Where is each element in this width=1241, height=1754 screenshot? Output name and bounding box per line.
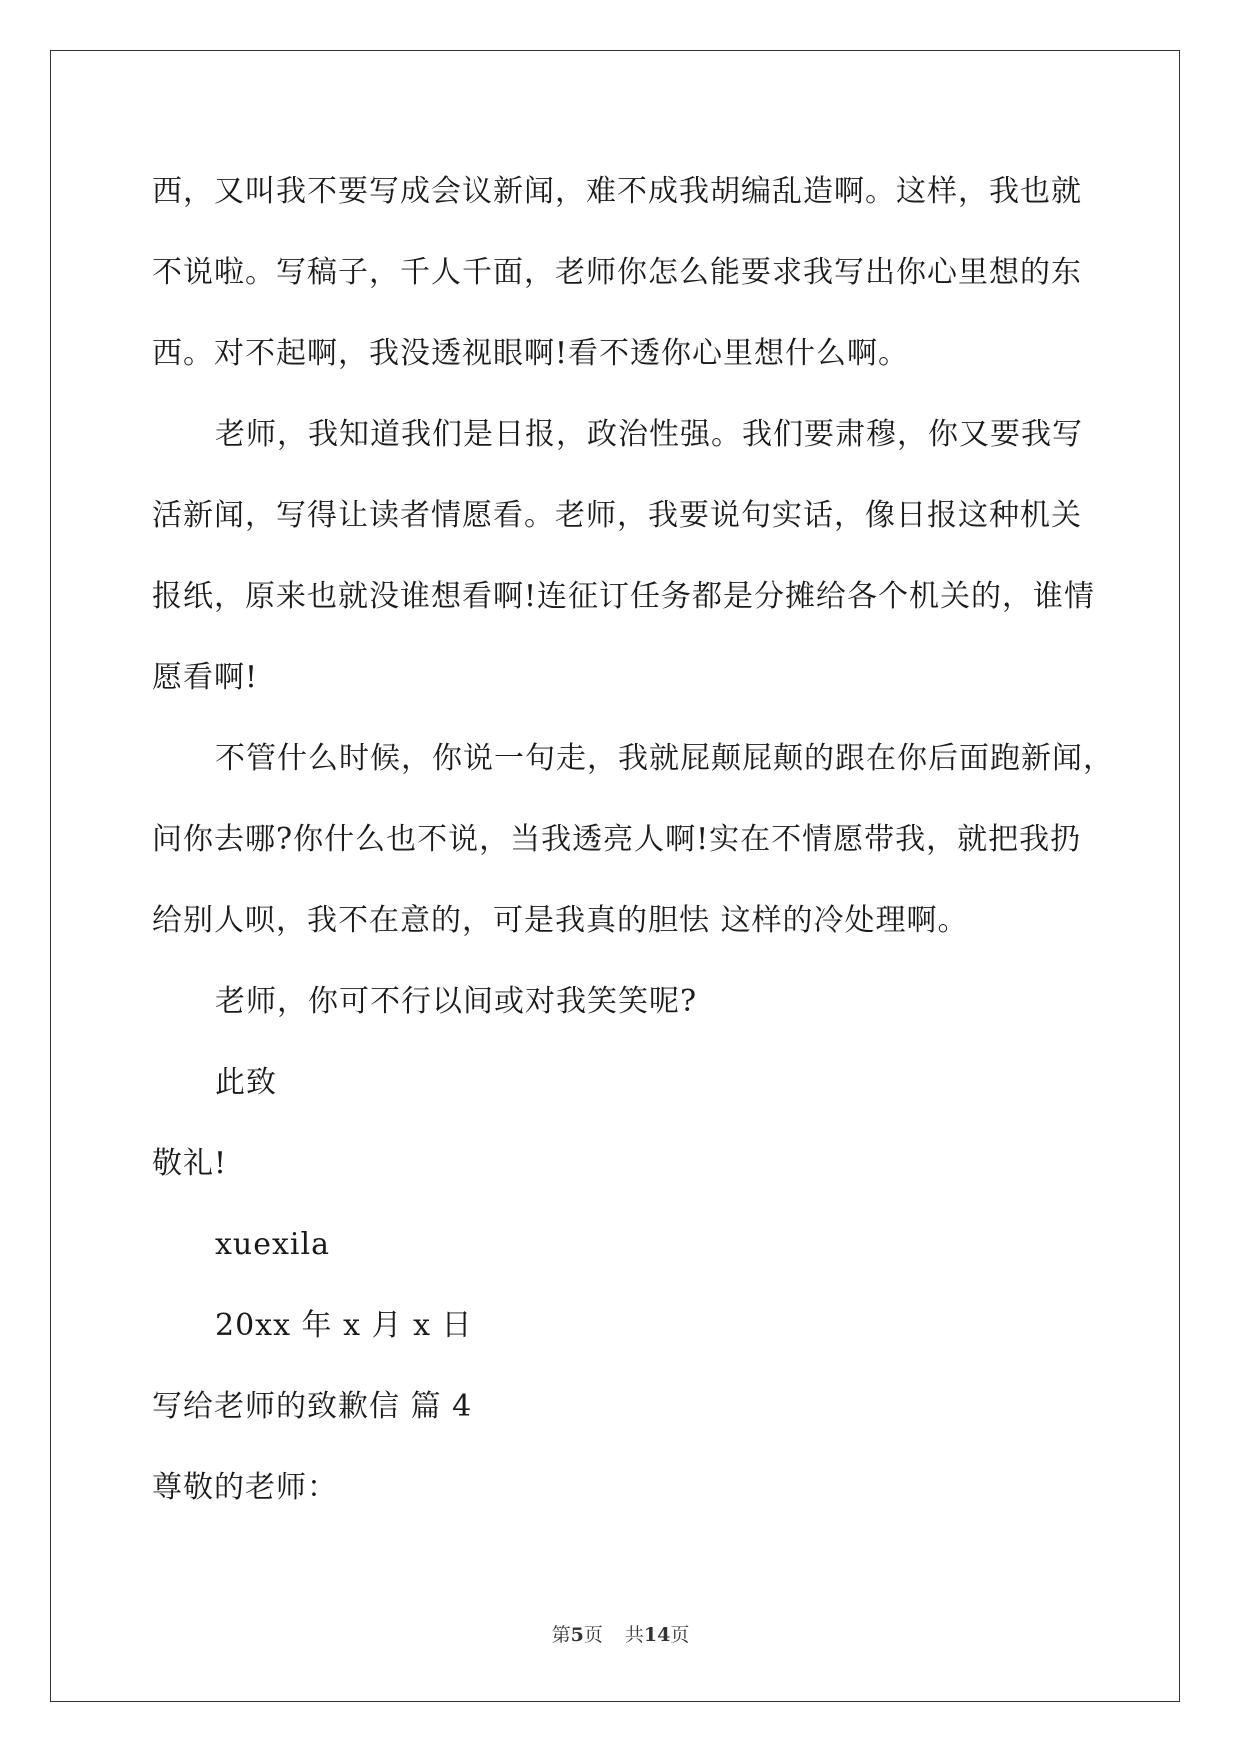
section-heading: 写给老师的致歉信 篇 4 [152, 1389, 473, 1424]
paragraph-line: 不说啦。写稿子，千人千面，老师你怎么能要求我写出你心里想的东 [152, 255, 1082, 290]
paragraph-line: 愿看啊! [152, 660, 259, 695]
paragraph-line: 报纸，原来也就没谁想看啊!连征订任务都是分摊给各个机关的，谁情 [152, 579, 1096, 614]
closing-regards: 敬礼! [152, 1146, 228, 1181]
paragraph-line: 给别人呗，我不在意的，可是我真的胆怯 这样的冷处理啊。 [152, 903, 969, 938]
paragraph-line: 西。对不起啊，我没透视眼啊!看不透你心里想什么啊。 [152, 336, 910, 371]
closing-salutation: 此致 [215, 1065, 277, 1100]
date-line: 20xx 年 x 月 x 日 [215, 1308, 473, 1343]
total-pages-number: 14 [643, 1624, 671, 1646]
paragraph-line: 西，又叫我不要写成会议新闻，难不成我胡编乱造啊。这样，我也就 [152, 174, 1082, 209]
paragraph-line: 活新闻，写得让读者情愿看。老师，我要说句实话，像日报这种机关 [152, 498, 1082, 533]
footer-prefix: 第 [551, 1624, 571, 1646]
footer-total-unit: 页 [670, 1624, 690, 1646]
current-page-number: 5 [570, 1624, 584, 1646]
paragraph-line: 老师，你可不行以间或对我笑笑呢? [215, 984, 698, 1019]
greeting-line: 尊敬的老师： [152, 1470, 338, 1505]
paragraph-line: 不管什么时候，你说一句走，我就屁颠屁颠的跟在你后面跑新闻， [215, 741, 1114, 776]
document-body [152, 162, 1112, 1539]
signature: xuexila [215, 1227, 330, 1262]
footer-total-prefix: 共 [624, 1624, 644, 1646]
page-footer [0, 1620, 1241, 1647]
footer-page-unit: 页 [583, 1624, 603, 1646]
paragraph-line: 老师，我知道我们是日报，政治性强。我们要肃穆，你又要我写 [215, 417, 1083, 452]
paragraph-line: 问你去哪?你什么也不说，当我透亮人啊!实在不情愿带我，就把我扔 [152, 822, 1082, 857]
